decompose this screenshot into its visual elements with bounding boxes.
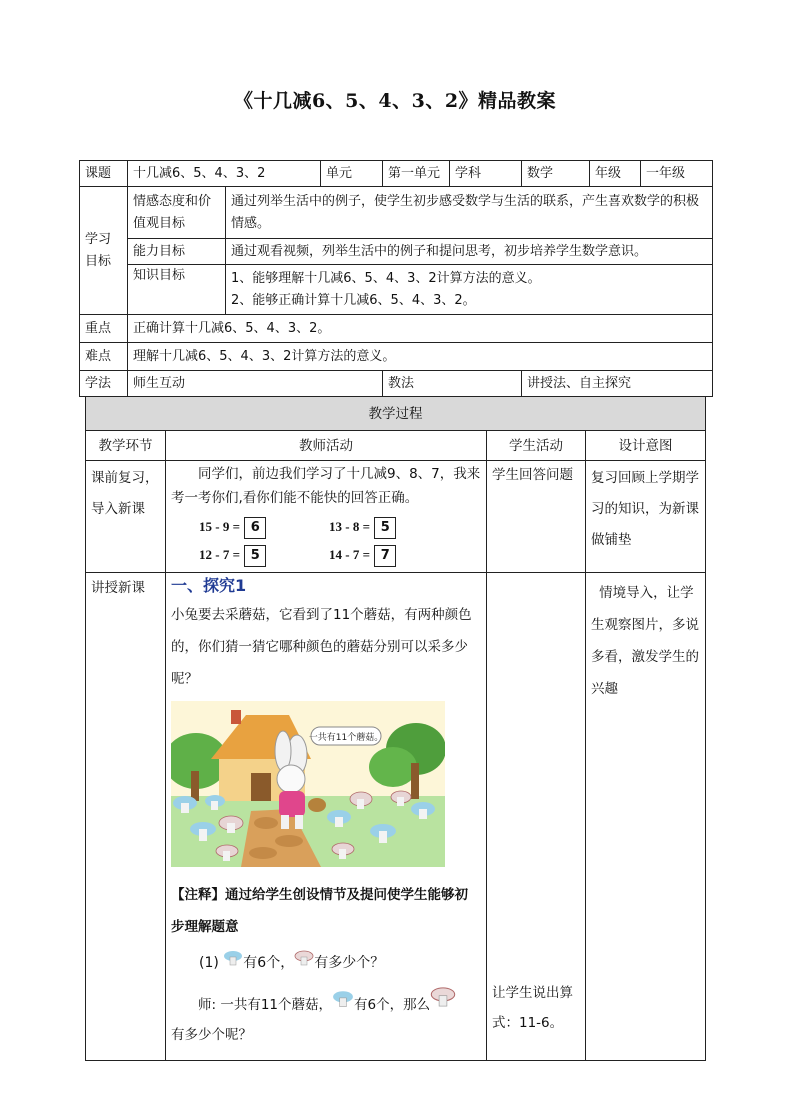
equation-expr: 15 - 9 = — [199, 519, 240, 534]
rabbit-mushroom-image — [171, 701, 445, 867]
course-label: 课题 — [80, 161, 128, 187]
grade-value: 一年级 — [641, 161, 713, 187]
equation-expr: 13 - 8 = — [329, 519, 370, 534]
col-teacher-header: 教师活动 — [166, 431, 487, 461]
section-title: 一、探究1 — [171, 576, 247, 595]
equation-answer: 6 — [244, 517, 266, 539]
teach-method-value: 讲授法、自主探究 — [522, 371, 713, 397]
equation-answer: 7 — [374, 545, 396, 567]
col-intent-header: 设计意图 — [586, 431, 706, 461]
pink-mushroom-icon — [430, 985, 456, 1009]
learn-method-value: 师生互动 — [128, 371, 383, 397]
question-mid: 有6个， — [243, 955, 295, 971]
unit-label: 单元 — [321, 161, 383, 187]
speech-bubble-text: 一共有11个蘑菇。 — [308, 733, 384, 743]
goal3-label: 知识目标 — [128, 265, 226, 315]
teach-method-label: 教法 — [383, 371, 522, 397]
grade-label: 年级 — [590, 161, 641, 187]
goal1-label: 情感态度和价值观目标 — [128, 187, 226, 239]
info-table — [79, 160, 713, 397]
difficulty-value: 理解十几减6、5、4、3、2计算方法的意义。 — [128, 343, 713, 371]
teacher-activity-review — [166, 461, 487, 573]
key-label: 重点 — [80, 315, 128, 343]
student-activity-new: 让学生说出算式：11-6。 — [487, 573, 586, 1061]
equation-answer: 5 — [374, 517, 396, 539]
course-value: 十几减6、5、4、3、2 — [128, 161, 321, 187]
teacher-dialog — [171, 985, 481, 1050]
equation-expr: 14 - 7 = — [329, 547, 370, 562]
intent-new: 情境导入，让学生观察图片，多说多看，激发学生的兴趣 — [586, 573, 706, 1061]
equation-answer: 5 — [244, 545, 266, 567]
equation-expr: 12 - 7 = — [199, 547, 240, 562]
rabbit-scene-illustration — [171, 701, 445, 867]
question-line — [199, 949, 481, 975]
review-intro: 同学们，前边我们学习了十几减9、8、7，我来考一考你们,看你们能不能快的回答正确。 — [171, 466, 481, 506]
process-table — [85, 396, 706, 1061]
learn-method-label: 学法 — [80, 371, 128, 397]
col-student-header: 学生活动 — [487, 431, 586, 461]
intent-review: 复习回顾上学期学习的知识，为新课做铺垫 — [586, 461, 706, 573]
col-stage-header: 教学环节 — [86, 431, 166, 461]
goal2-value: 通过观看视频，列举生活中的例子和提问思考，初步培养学生数学意识。 — [226, 239, 713, 265]
question-end: 有多少个？ — [314, 955, 385, 971]
goals-label: 学习目标 — [80, 187, 128, 315]
goal3-line1: 1、能够理解十几减6、5、4、3、2计算方法的意义。 — [231, 270, 541, 286]
dialog-part3: 有多少个呢？ — [171, 1027, 252, 1043]
stage-new-lesson: 讲授新课 — [86, 573, 166, 1061]
page-title: 《十几减6、5、4、3、2》精品教案 — [233, 90, 557, 112]
student-activity-review: 学生回答问题 — [487, 461, 586, 573]
note-text: 【注释】通过给学生创设情节及提问使学生能够初步理解题意 — [171, 887, 468, 935]
unit-value: 第一单元 — [383, 161, 450, 187]
pink-mushroom-icon — [294, 949, 314, 967]
subject-label: 学科 — [450, 161, 522, 187]
goal3-value — [226, 265, 713, 315]
blue-mushroom-icon — [223, 949, 243, 967]
key-value: 正确计算十几减6、5、4、3、2。 — [128, 315, 713, 343]
teacher-activity-new — [166, 573, 487, 1061]
stage-review: 课前复习，导入新课 — [86, 461, 166, 573]
goal2-label: 能力目标 — [128, 239, 226, 265]
goal3-line2: 2、能够正确计算十几减6、5、4、3、2。 — [231, 292, 476, 308]
question-prefix: (1) — [199, 955, 219, 971]
dialog-part2: 有6个，那么 — [354, 997, 431, 1013]
blue-mushroom-icon — [332, 989, 354, 1009]
dialog-part1: 师: 一共有11个蘑菇， — [198, 997, 333, 1013]
difficulty-label: 难点 — [80, 343, 128, 371]
goal1-value: 通过列举生活中的例子，使学生初步感受数学与生活的联系，产生喜欢数学的积极情感。 — [226, 187, 713, 239]
review-equations — [171, 510, 481, 568]
story-text: 小兔要去采蘑菇，它看到了11个蘑菇，有两种颜色的，你们猜一猜它哪种颜色的蘑菇分别可以采多少呢？ — [171, 607, 472, 687]
subject-value: 数学 — [522, 161, 590, 187]
process-header: 教学过程 — [86, 397, 706, 431]
